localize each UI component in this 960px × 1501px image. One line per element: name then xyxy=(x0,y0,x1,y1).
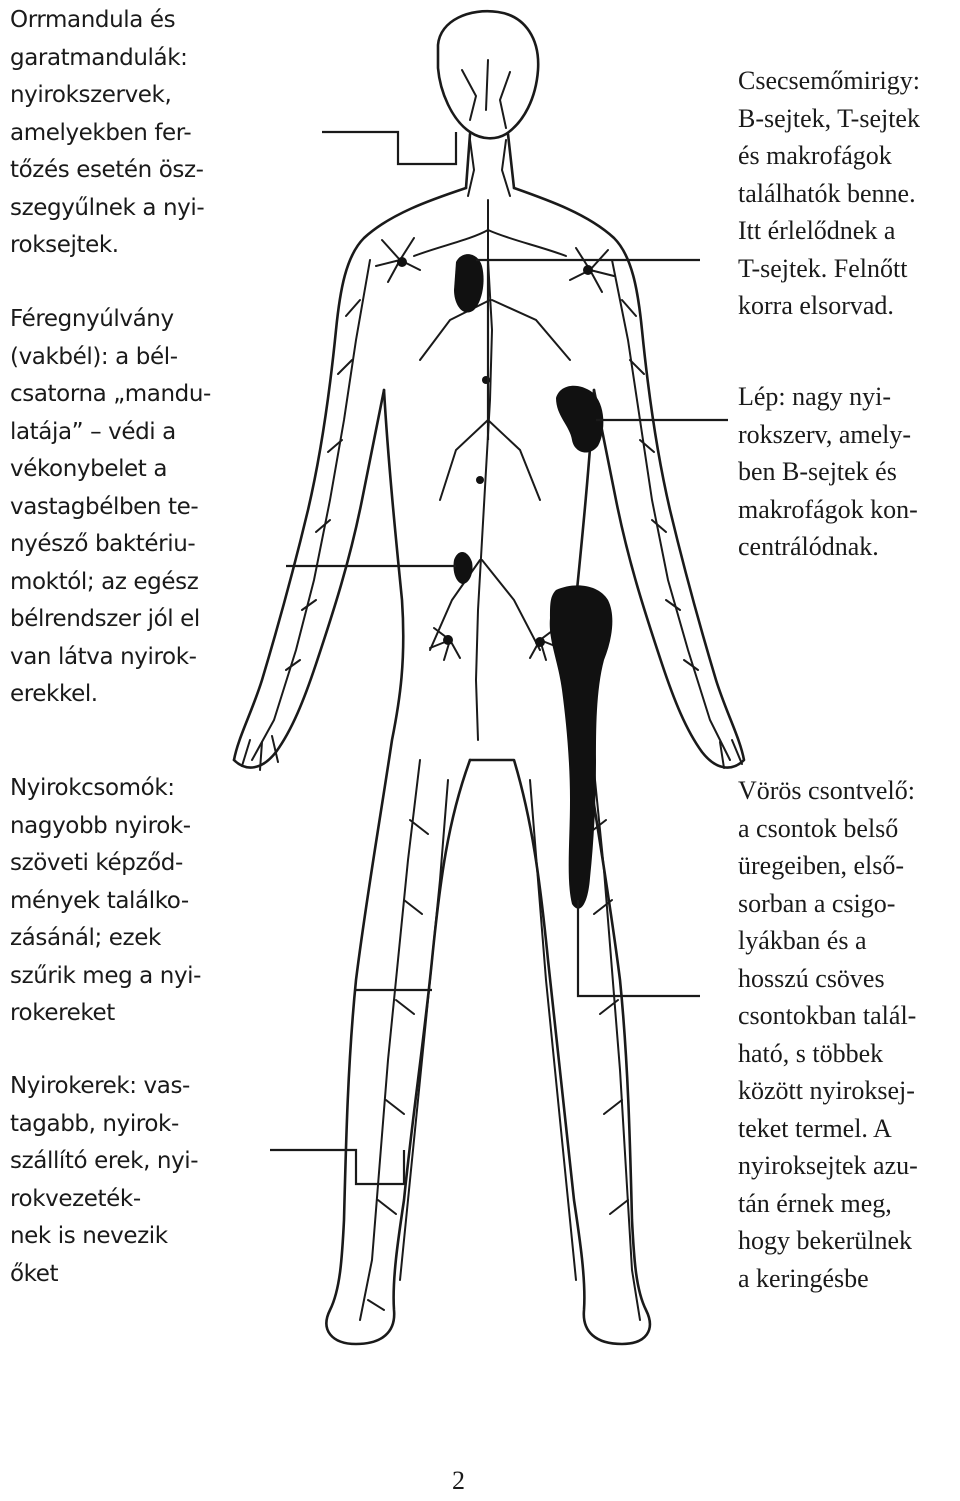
left-arm-outline xyxy=(514,188,744,768)
lymph-nodes-label: Nyirokcsomók: nagyobb nyirok- szöveti képződ- mények találko- zásánál; ezek szűrik meg a nyi- rokereket xyxy=(10,775,202,1026)
lymph-vessels-leader xyxy=(270,1150,404,1184)
tonsils-label: Orrmandula és garatmandulák: nyirokszervek, amelyekben fer- tőzés esetén ösz- szegyűlnek a nyi- roksejtek. xyxy=(10,7,205,258)
thymus-organ xyxy=(454,254,484,312)
right-arm-outer xyxy=(234,188,466,760)
bone-marrow-label: Vörös csontvelő: a csontok belső üregeiben, első- sorban a csigo- lyákban és a hosszú csöves csontokban talál- ható, s többek között nyiroksej- teket termel. A nyiroksejtek azu- tán érnek meg, hogy bekerülnek a keringésbe xyxy=(738,776,918,1293)
lymph-vessels-label: Nyirokerek: vas- tagabb, nyirok- szállító erek, nyi- rokvezeték- nek is nevezik őket xyxy=(10,1073,199,1287)
tonsils-leader xyxy=(322,132,456,164)
appendix-organ xyxy=(453,552,472,584)
thymus-label: Csecsemőmirigy: B-sejtek, T-sejtek és makrofágok találhatók benne. Itt érlelődnek a T-sejtek. Felnőtt korra elsorvad. xyxy=(738,66,920,320)
right-arm-inner xyxy=(234,390,384,768)
page-number: 2 xyxy=(452,1466,465,1495)
appendix-label: Féregnyúlvány (vakbél): a bél- csatorna „mandu- latája” – védi a vékonybelet a vastagbélben te- nyésző baktériu- moktól; az egész bélrendszer jól el van látva nyirok- erekkel. xyxy=(10,306,211,707)
spleen-label: Lép: nagy nyi- rokszerv, amely- ben B-sejtek és makrofágok kon- centrálódnak. xyxy=(738,382,918,561)
lymph-vessel-network xyxy=(242,60,742,1320)
bone-marrow-leader xyxy=(578,900,700,996)
right-leg-outline xyxy=(326,390,470,1344)
